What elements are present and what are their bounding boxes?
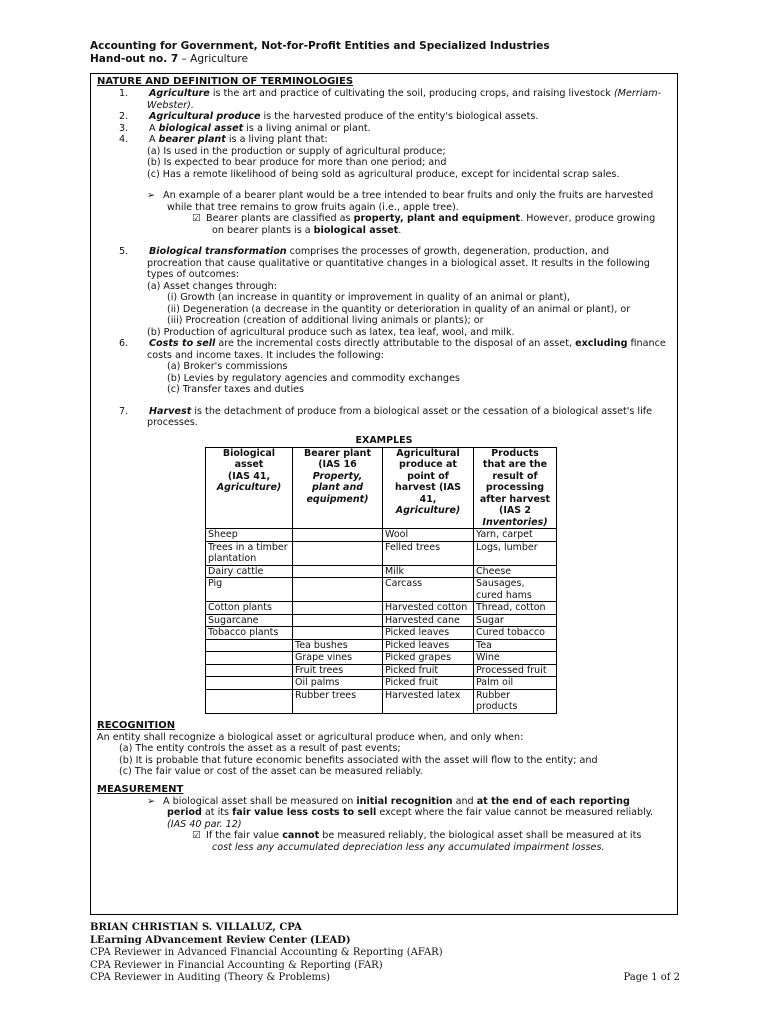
bold-text: excluding [575, 338, 628, 349]
table-cell: Felled trees [383, 541, 474, 565]
table-cell [293, 541, 383, 565]
table-cell: Cheese [474, 565, 557, 578]
table-cell: Tea [474, 639, 557, 652]
header-line: Property, [312, 470, 363, 482]
table-cell: Rubber trees [293, 689, 383, 713]
table-cell [206, 652, 293, 665]
table-cell: Harvested latex [383, 689, 474, 713]
header-line: that are the [482, 459, 548, 470]
table-cell: Harvested cotton [383, 602, 474, 615]
definition-text: are the incremental costs directly attributable to the disposal of an asset, [215, 338, 576, 349]
note-text: be measured reliably, the biological asset shall be measured at its [319, 830, 642, 841]
header-line: plant and [311, 482, 364, 493]
column-header-bearer-plant [293, 447, 383, 529]
reviewer-line: CPA Reviewer in Auditing (Theory & Problems) [90, 972, 331, 983]
note-text: If the fair value [206, 830, 283, 841]
example-note-cont: while that tree remains to grow fruits again (i.e., apple tree). [167, 201, 459, 213]
note-bold: biological asset [313, 224, 399, 236]
term: Agriculture [149, 88, 210, 99]
term: biological asset [158, 122, 244, 134]
table-header-row [206, 447, 557, 529]
article: A [149, 134, 159, 145]
table-cell: Sugar [474, 614, 557, 627]
term: Harvest [149, 405, 192, 417]
table-cell [293, 627, 383, 640]
note-text: . [398, 224, 402, 236]
definition-item [119, 111, 671, 123]
document-title: Accounting for Government, Not-for-Profit Entities and Specialized Industries [90, 40, 550, 52]
table-cell: Picked grapes [383, 652, 474, 665]
sub-item: (b) Levies by regulatory agencies and commodity exchanges [167, 372, 460, 384]
table-cell: Tea bushes [293, 639, 383, 652]
document-header [90, 40, 680, 66]
arrow-bullet-icon: ➢ [147, 795, 156, 807]
definition-text: is the harvested produce of the entity's biological assets. [260, 111, 539, 122]
checkbox-icon: ☑ [192, 213, 201, 224]
term: Costs to sell [149, 338, 216, 349]
table-cell: Thread, cotton [474, 602, 557, 615]
sub-item: (c) Transfer taxes and duties [167, 384, 305, 395]
header-line: Bearer plant [304, 447, 371, 459]
handout-number: Hand-out no. 7 [90, 53, 179, 65]
table-row [206, 677, 557, 690]
recognition-intro: An entity shall recognize a biological asset or agricultural produce when, and only when: [97, 731, 524, 743]
definition-cont: procreation that cause qualitative or quantitative changes in a biological asset. It results in the following [147, 257, 650, 269]
item-number: 7. [119, 405, 129, 417]
header-line: Agriculture) [395, 505, 461, 516]
checked-note-cont: cost less any accumulated depreciation less any accumulated impairment losses. [212, 841, 605, 853]
header-line: Inventories) [482, 516, 548, 528]
source-text-cont: Webster). [147, 99, 194, 111]
table-cell [293, 565, 383, 578]
sub-item: (a) Is used in the production or supply of agricultural produce; [147, 145, 446, 157]
note-text: on bearer plants is a [212, 224, 314, 236]
table-cell [293, 614, 383, 627]
definition-text: is the detachment of produce from a biological asset or the cessation of a biological asset's life [191, 405, 653, 417]
checked-note-cont [212, 225, 671, 237]
reviewer-line: CPA Reviewer in Financial Accounting & Reporting (FAR) [90, 959, 383, 971]
sub-item: (c) Has a remote likelihood of being sold as agricultural produce, except for incidental scrap sales. [147, 168, 620, 180]
measurement-reference: (IAS 40 par. 12) [167, 818, 242, 830]
note-bold: property, plant and equipment [353, 213, 521, 224]
table-cell: Rubber products [474, 689, 557, 713]
header-line: produce at [399, 459, 457, 470]
note-bold: fair value less costs to sell [232, 807, 377, 818]
example-note [147, 190, 671, 202]
header-line: (IAS 41, [227, 470, 271, 482]
table-cell [293, 529, 383, 542]
recognition-item: (a) The entity controls the asset as a result of past events; [119, 743, 401, 754]
table-cell: Tobacco plants [206, 627, 293, 640]
table-cell: Picked leaves [383, 639, 474, 652]
term: Biological transformation [149, 246, 287, 257]
table-cell: Carcass [383, 578, 474, 602]
header-line: Agricultural [396, 447, 460, 459]
header-line: asset [234, 459, 264, 470]
header-line: result of [492, 470, 538, 482]
handout-dash: – [178, 53, 191, 65]
table-cell: Cotton plants [206, 602, 293, 615]
table-row [206, 652, 557, 665]
item-number: 1. [119, 88, 129, 99]
checked-note [192, 213, 671, 225]
document-footer [90, 922, 680, 985]
section-heading-nature: NATURE AND DEFINITION OF TERMINOLOGIES [97, 76, 354, 87]
page-number: Page 1 of 2 [623, 972, 680, 983]
column-header-biological-asset [206, 447, 293, 529]
section-heading-measurement: MEASUREMENT [97, 783, 184, 795]
table-row [206, 565, 557, 578]
header-line: Agriculture) [216, 482, 282, 493]
definition-item [119, 88, 671, 100]
note-text: Bearer plants are classified as [206, 213, 354, 224]
definition-item [119, 338, 671, 350]
definition-cont: types of outcomes: [147, 269, 240, 280]
item-number: 2. [119, 111, 129, 122]
item-number: 6. [119, 338, 129, 349]
examples-table [205, 447, 557, 714]
table-cell: Grape vines [293, 652, 383, 665]
table-cell: Pig [206, 578, 293, 602]
table-row [206, 602, 557, 615]
sub-item: (b) Production of agricultural produce such as latex, tea leaf, wool, and milk. [147, 326, 515, 338]
item-number: 4. [119, 134, 129, 145]
table-row [206, 578, 557, 602]
definition-cont: processes. [147, 417, 198, 428]
item-number: 3. [119, 122, 129, 134]
measurement-note-cont [167, 807, 671, 819]
definition-text: comprises the processes of growth, degeneration, production, and [286, 246, 610, 257]
header-line: Biological [222, 447, 276, 459]
table-cell [293, 578, 383, 602]
note-bold: initial recognition [356, 795, 453, 807]
table-cell: Wool [383, 529, 474, 542]
section-heading-recognition: RECOGNITION [97, 719, 176, 731]
table-row [206, 627, 557, 640]
definition-cont: costs and income taxes. It includes the following: [147, 349, 384, 361]
table-cell: Sausages, cured hams [474, 578, 557, 602]
header-line: (IAS 16 [318, 459, 357, 470]
examples-table-body [206, 529, 557, 714]
definition-item [119, 246, 671, 258]
column-header-products [474, 447, 557, 529]
table-cell: Palm oil [474, 677, 557, 690]
note-text: except where the fair value cannot be measured reliably. [376, 807, 654, 818]
reviewer-line: CPA Reviewer in Advanced Financial Accounting & Reporting (AFAR) [90, 947, 443, 958]
table-cell: Harvested cane [383, 614, 474, 627]
recognition-item: (c) The fair value or cost of the asset can be measured reliably. [119, 766, 423, 777]
table-cell: Milk [383, 565, 474, 578]
definition-text: is a living plant that: [225, 134, 328, 145]
note-text: A biological asset shall be measured on [163, 795, 357, 807]
definition-text: finance [627, 338, 666, 349]
table-cell: Sugarcane [206, 614, 293, 627]
table-cell [206, 639, 293, 652]
header-line: 41, [419, 493, 437, 505]
examples-title: EXAMPLES [355, 434, 413, 446]
table-cell [206, 677, 293, 690]
source-text: (Merriam- [613, 88, 662, 99]
recognition-item: (b) It is probable that future economic benefits associated with the asset will flow to the entity; and [119, 754, 598, 766]
note-bold: at the end of each reporting [476, 795, 630, 807]
header-line: harvest (IAS [394, 482, 462, 493]
header-line: processing [485, 482, 545, 493]
author-name: BRIAN CHRISTIAN S. VILLALUZ, CPA [90, 922, 302, 933]
article: A [149, 122, 159, 134]
table-cell: Oil palms [293, 677, 383, 690]
item-number: 5. [119, 246, 129, 257]
note-text: . However, produce growing [520, 213, 656, 224]
table-row [206, 541, 557, 565]
note-bold: cannot [282, 830, 320, 841]
definition-text: is a living animal or plant. [243, 122, 371, 134]
table-row [206, 689, 557, 713]
table-cell: Wine [474, 652, 557, 665]
table-row [206, 614, 557, 627]
sub-sub-item: (ii) Degeneration (a decrease in the quantity or deterioration in quality of an animal or plant), or [167, 303, 631, 315]
measurement-note [147, 796, 671, 808]
table-cell: Picked fruit [383, 677, 474, 690]
header-line: after harvest [479, 493, 551, 505]
table-cell [293, 602, 383, 615]
sub-item: (a) Asset changes through: [147, 280, 277, 292]
note-text: and [452, 795, 477, 807]
note-text: An example of a bearer plant would be a tree intended to bear fruits and only the fruits are harvested [163, 190, 654, 201]
content-box [90, 73, 678, 915]
table-cell: Picked leaves [383, 627, 474, 640]
table-cell: Logs, lumber [474, 541, 557, 565]
arrow-bullet-icon: ➢ [147, 190, 156, 201]
handout-topic: Agriculture [190, 53, 248, 65]
table-cell: Processed fruit [474, 664, 557, 677]
table-row [206, 639, 557, 652]
definition-text: is the art and practice of cultivating the soil, producing crops, and raising livestock [209, 88, 614, 99]
term: bearer plant [158, 134, 226, 145]
handout-line [90, 53, 680, 66]
header-line: point of [407, 470, 449, 482]
note-bold: period [167, 807, 202, 818]
header-line: equipment) [306, 493, 369, 505]
definition-item [119, 123, 671, 135]
header-line: Products [491, 447, 539, 459]
definition-item [119, 134, 671, 146]
checkbox-icon: ☑ [192, 830, 201, 841]
definition-item [119, 406, 671, 418]
table-cell: Trees in a timber plantation [206, 541, 293, 565]
sub-item: (a) Broker's commissions [167, 361, 288, 372]
term: Agricultural produce [149, 111, 261, 122]
table-cell: Sheep [206, 529, 293, 542]
table-row [206, 664, 557, 677]
checked-note [192, 830, 671, 842]
table-cell: Dairy cattle [206, 565, 293, 578]
table-cell: Fruit trees [293, 664, 383, 677]
note-text: at its [201, 807, 233, 818]
table-cell [206, 664, 293, 677]
column-header-agricultural-produce [383, 447, 474, 529]
table-row [206, 529, 557, 542]
review-center: LEarning ADvancement Review Center (LEAD) [90, 934, 351, 946]
sub-sub-item: (i) Growth (an increase in quantity or improvement in quality of an animal or plant), [167, 292, 571, 303]
sub-sub-item: (iii) Procreation (creation of additional living animals or plants); or [167, 315, 484, 326]
table-cell: Yarn, carpet [474, 529, 557, 542]
sub-item: (b) Is expected to bear produce for more than one period; and [147, 157, 447, 168]
header-line: (IAS 2 [499, 505, 531, 516]
table-cell: Cured tobacco [474, 627, 557, 640]
table-cell [206, 689, 293, 713]
table-cell: Picked fruit [383, 664, 474, 677]
